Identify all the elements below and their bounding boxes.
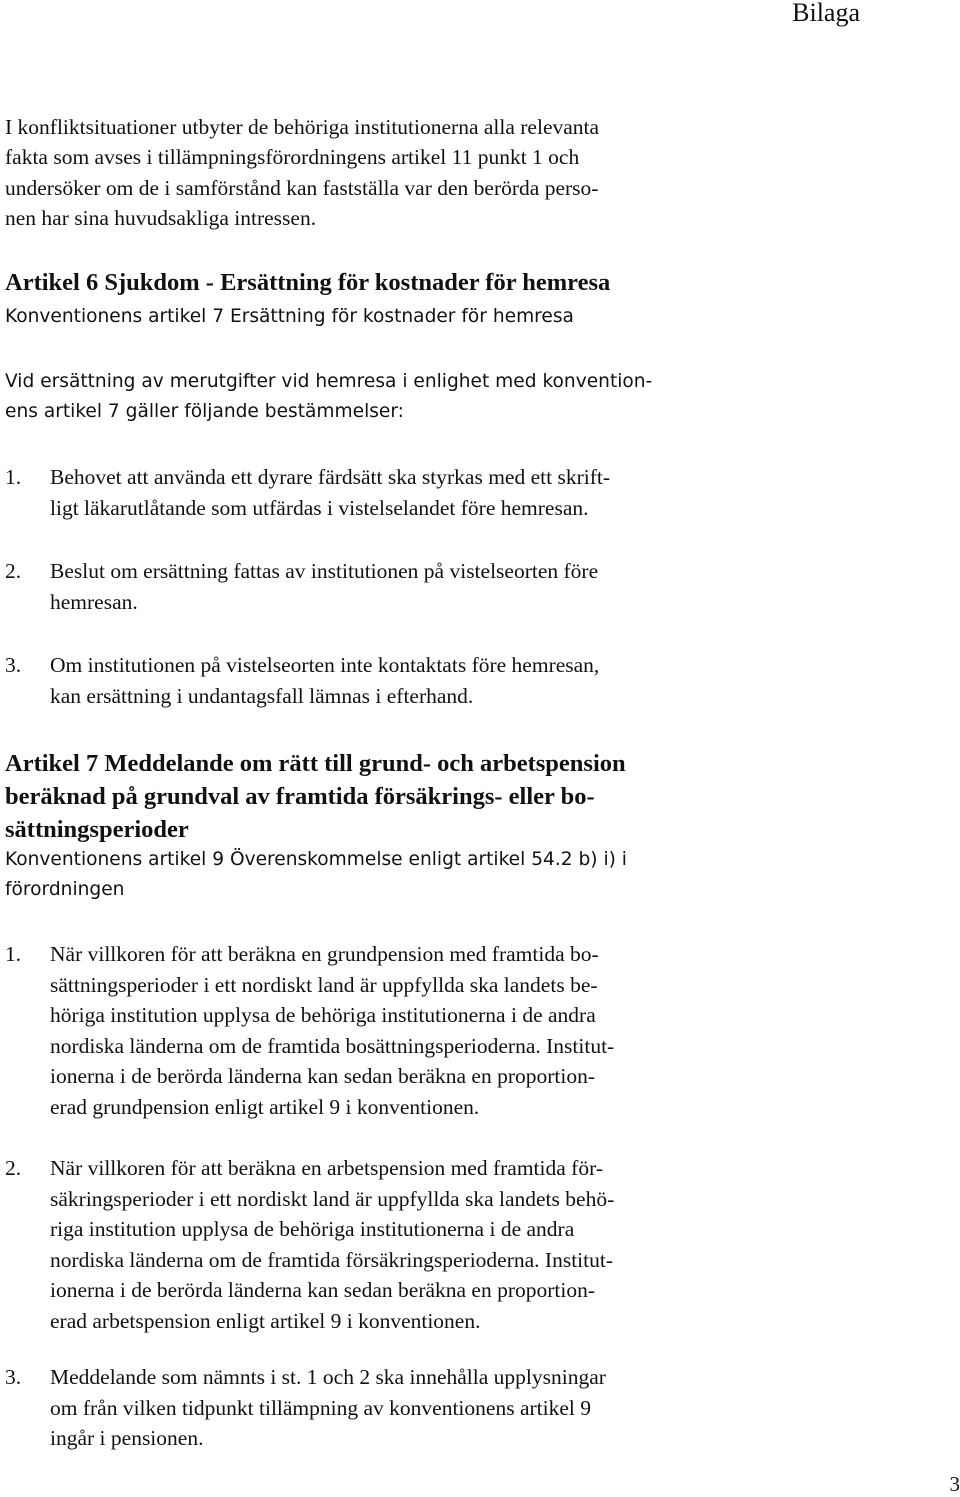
list-item-line: säkringsperioder i ett nordiskt land är uppfyllda ska landets behö- [50,1186,615,1211]
list-item-line: Beslut om ersättning fattas av institutionen på vistelseorten före [50,559,599,583]
intro-line: fakta som avses i tillämpningsförordningens artikel 11 punkt 1 och [5,145,580,170]
list-item-line: Om institutionen på vistelseorten inte kontaktats före hemresan, [50,653,600,677]
article7-subheading [5,845,627,905]
article6-lead [5,367,652,427]
list-item-line: hemresan. [50,589,138,614]
list-item-line: När villkoren för att beräkna en grundpension med framtida bo- [50,942,599,966]
list-item-text [50,650,599,711]
article6-subheading: Konventionens artikel 7 Ersättning för kostnader för hemresa [5,306,574,327]
article7-subheading-line: förordningen [5,879,125,900]
article7-heading-line: sättningsperioder [5,816,189,843]
list-item-line: om från vilken tidpunkt tillämpning av konventionens artikel 9 [50,1395,591,1420]
list-number: 3. [5,1365,22,1389]
intro-line: nen har sina huvudsakliga intressen. [5,205,317,230]
list-number: 2. [5,1156,22,1180]
list-item-text [50,1153,614,1337]
list-item-line: nordiska länderna om de framtida bosättningsperioderna. Institut- [50,1033,615,1058]
list-item-line: kan ersättning i undantagsfall lämnas i efterhand. [50,683,474,708]
intro-paragraph [5,112,599,233]
list-number: 3. [5,653,22,677]
list-item-line: Meddelande som nämnts i st. 1 och 2 ska innehålla upplysningar [50,1365,606,1389]
list-number: 1. [5,465,22,489]
list-item-text [50,462,610,523]
list-item-line: ingår i pensionen. [50,1426,204,1451]
intro-line: undersöker om de i samförstånd kan fastställa var den berörda perso- [5,175,599,200]
header-label: Bilaga [792,0,860,27]
article7-heading-line: beräknad på grundval av framtida försäkrings- eller bo- [5,783,595,810]
article7-subheading-line: Konventionens artikel 9 Överenskommelse enligt artikel 54.2 b) i) i [5,849,627,870]
list-item-text [50,556,598,617]
list-item-line: erad grundpension enligt artikel 9 i konventionen. [50,1094,480,1119]
page-number: 3 [949,1472,960,1496]
list-item-line: erad arbetspension enligt artikel 9 i konventionen. [50,1308,481,1333]
list-item-line: Behovet att använda ett dyrare färdsätt ska styrkas med ett skrift- [50,465,610,489]
list-item-text [50,939,614,1123]
list-number: 2. [5,559,22,583]
list-item-line: ionerna i de berörda länderna kan sedan beräkna en proportion- [50,1278,596,1303]
list-item-line: riga institution upplysa de behöriga institutionerna i de andra [50,1217,575,1242]
article6-heading [5,266,610,299]
list-item-line: nordiska länderna om de framtida försäkringsperioderna. Institut- [50,1247,613,1272]
list-item-line: ionerna i de berörda länderna kan sedan beräkna en proportion- [50,1064,596,1089]
list-item-line: höriga institution upplysa de behöriga institutionerna i de andra [50,1003,596,1028]
list-number: 1. [5,942,22,966]
list-item-line: ligt läkarutlåtande som utfärdas i vistelselandet före hemresan. [50,495,589,520]
list-item-line: sättningsperioder i ett nordiskt land är uppfyllda ska landets be- [50,972,598,997]
article7-heading [5,747,626,846]
article7-heading-line: Artikel 7 Meddelande om rätt till grund- och arbetspension [5,750,626,777]
intro-line: I konfliktsituationer utbyter de behöriga institutionerna alla relevanta [5,115,600,139]
article6-lead-line: Vid ersättning av merutgifter vid hemresa i enlighet med konvention- [5,371,653,392]
list-item-line: När villkoren för att beräkna en arbetspension med framtida för- [50,1156,603,1180]
article6-lead-line: ens artikel 7 gäller följande bestämmelser: [5,401,404,422]
article6-heading-text: Artikel 6 Sjukdom - Ersättning för kostnader för hemresa [5,269,611,296]
list-item-text [50,1362,606,1454]
